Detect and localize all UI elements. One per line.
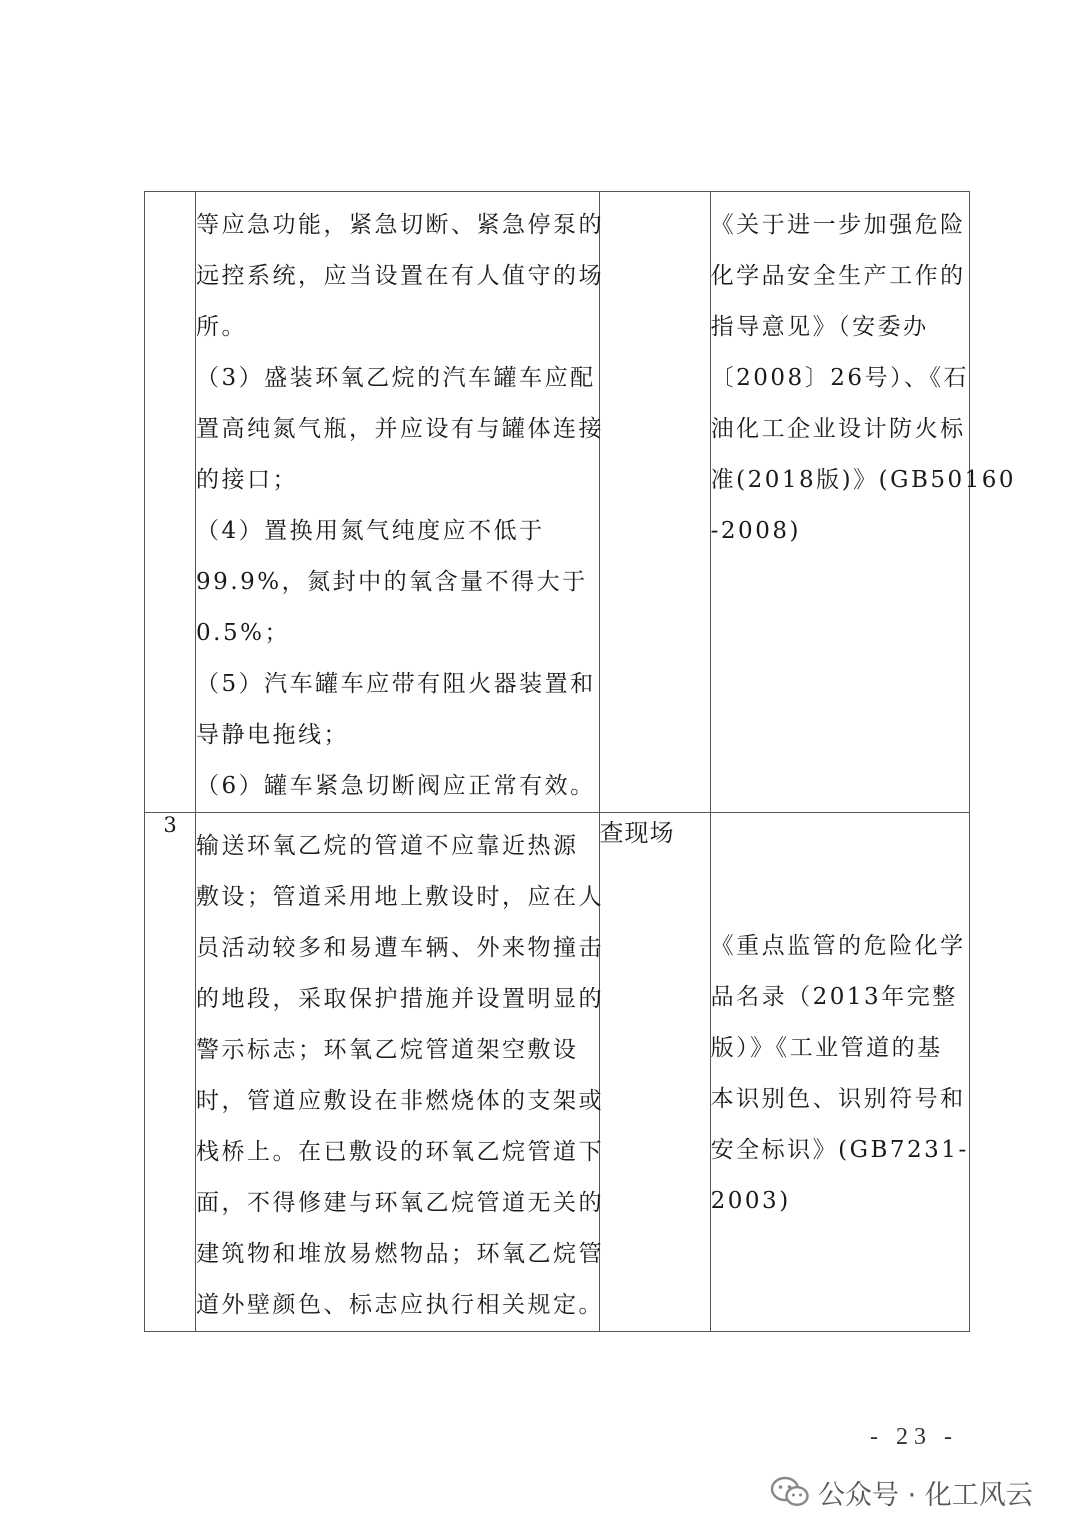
table-row (145, 813, 970, 1332)
basis-cell (710, 813, 969, 1332)
content-line: （5）汽车罐车应带有阻火器装置和 (196, 671, 596, 697)
content-line: 道外壁颜色、标志应执行相关规定。 (196, 1292, 605, 1318)
content-line: 面，不得修建与环氧乙烷管道无关的 (196, 1190, 605, 1216)
basis-line: 《关于进一步加强危险 (710, 212, 966, 238)
content-line: 等应急功能，紧急切断、紧急停泵的 (196, 212, 605, 238)
basis-line: 油化工企业设计防火标 (710, 416, 966, 442)
content-line: 时，管道应敷设在非燃烧体的支架或 (196, 1088, 605, 1114)
content-line: 置高纯氮气瓶，并应设有与罐体连接 (196, 416, 605, 442)
content-line: （4）置换用氮气纯度应不低于 (196, 518, 545, 544)
content-line: 的地段，采取保护措施并设置明显的 (196, 986, 605, 1012)
row-number-cell (145, 813, 196, 1332)
row-number-cell (145, 192, 196, 813)
basis-line: 2003) (710, 1188, 791, 1214)
table-row (145, 192, 970, 813)
content-line: 敷设；管道采用地上敷设时，应在人 (196, 884, 605, 910)
row-number: 3 (163, 813, 177, 837)
content-line: 输送环氧乙烷的管道不应靠近热源 (196, 833, 579, 859)
check-content-cell (196, 813, 605, 1332)
content-line: 0.5%； (196, 620, 290, 646)
content-line: 导静电拖线； (196, 722, 350, 748)
basis-line: 《重点监管的危险化学 (710, 933, 966, 959)
basis-line: 化学品安全生产工作的 (710, 263, 966, 289)
watermark-text: 公众号 · 化工风云 (818, 1479, 1033, 1511)
content-line: （6）罐车紧急切断阀应正常有效。 (196, 773, 596, 799)
inspection-table (144, 191, 1017, 1332)
content-line: 所。 (196, 314, 248, 340)
content-line: （3）盛装环氧乙烷的汽车罐车应配 (196, 365, 596, 391)
content-line: 员活动较多和易遭车辆、外来物撞击 (196, 935, 605, 961)
basis-line: 安全标识》(GB7231- (710, 1137, 969, 1163)
basis-line: 准(2018版)》(GB50160 (710, 467, 1017, 493)
basis-cell (710, 192, 1017, 813)
page-number: - 23 - (870, 1424, 958, 1450)
content-line: 警示标志；环氧乙烷管道架空敷设 (196, 1037, 579, 1063)
basis-line: 品名录（2013年完整 (710, 984, 958, 1010)
basis-line: 〔2008〕26号）、《石 (710, 365, 969, 391)
basis-line: 指导意见》（安委办 (710, 314, 929, 340)
check-method-cell (599, 192, 710, 813)
check-method-cell (599, 813, 710, 1332)
content-line: 99.9%，氮封中的氧含量不得大于 (196, 569, 588, 595)
content-line: 远控系统，应当设置在有人值守的场 (196, 263, 605, 289)
basis-line: -2008) (710, 518, 801, 544)
check-content-cell (196, 192, 605, 813)
basis-line: 版）》《工业管道的基 (710, 1035, 943, 1061)
check-method: 查现场 (599, 819, 675, 847)
content-line: 的接口； (196, 467, 299, 493)
basis-line: 本识别色、识别符号和 (710, 1086, 966, 1112)
content-line: 栈桥上。在已敷设的环氧乙烷管道下 (196, 1139, 605, 1165)
content-line: 建筑物和堆放易燃物品；环氧乙烷管 (196, 1241, 605, 1267)
watermark (770, 1470, 1033, 1514)
wechat-icon (770, 1476, 810, 1508)
